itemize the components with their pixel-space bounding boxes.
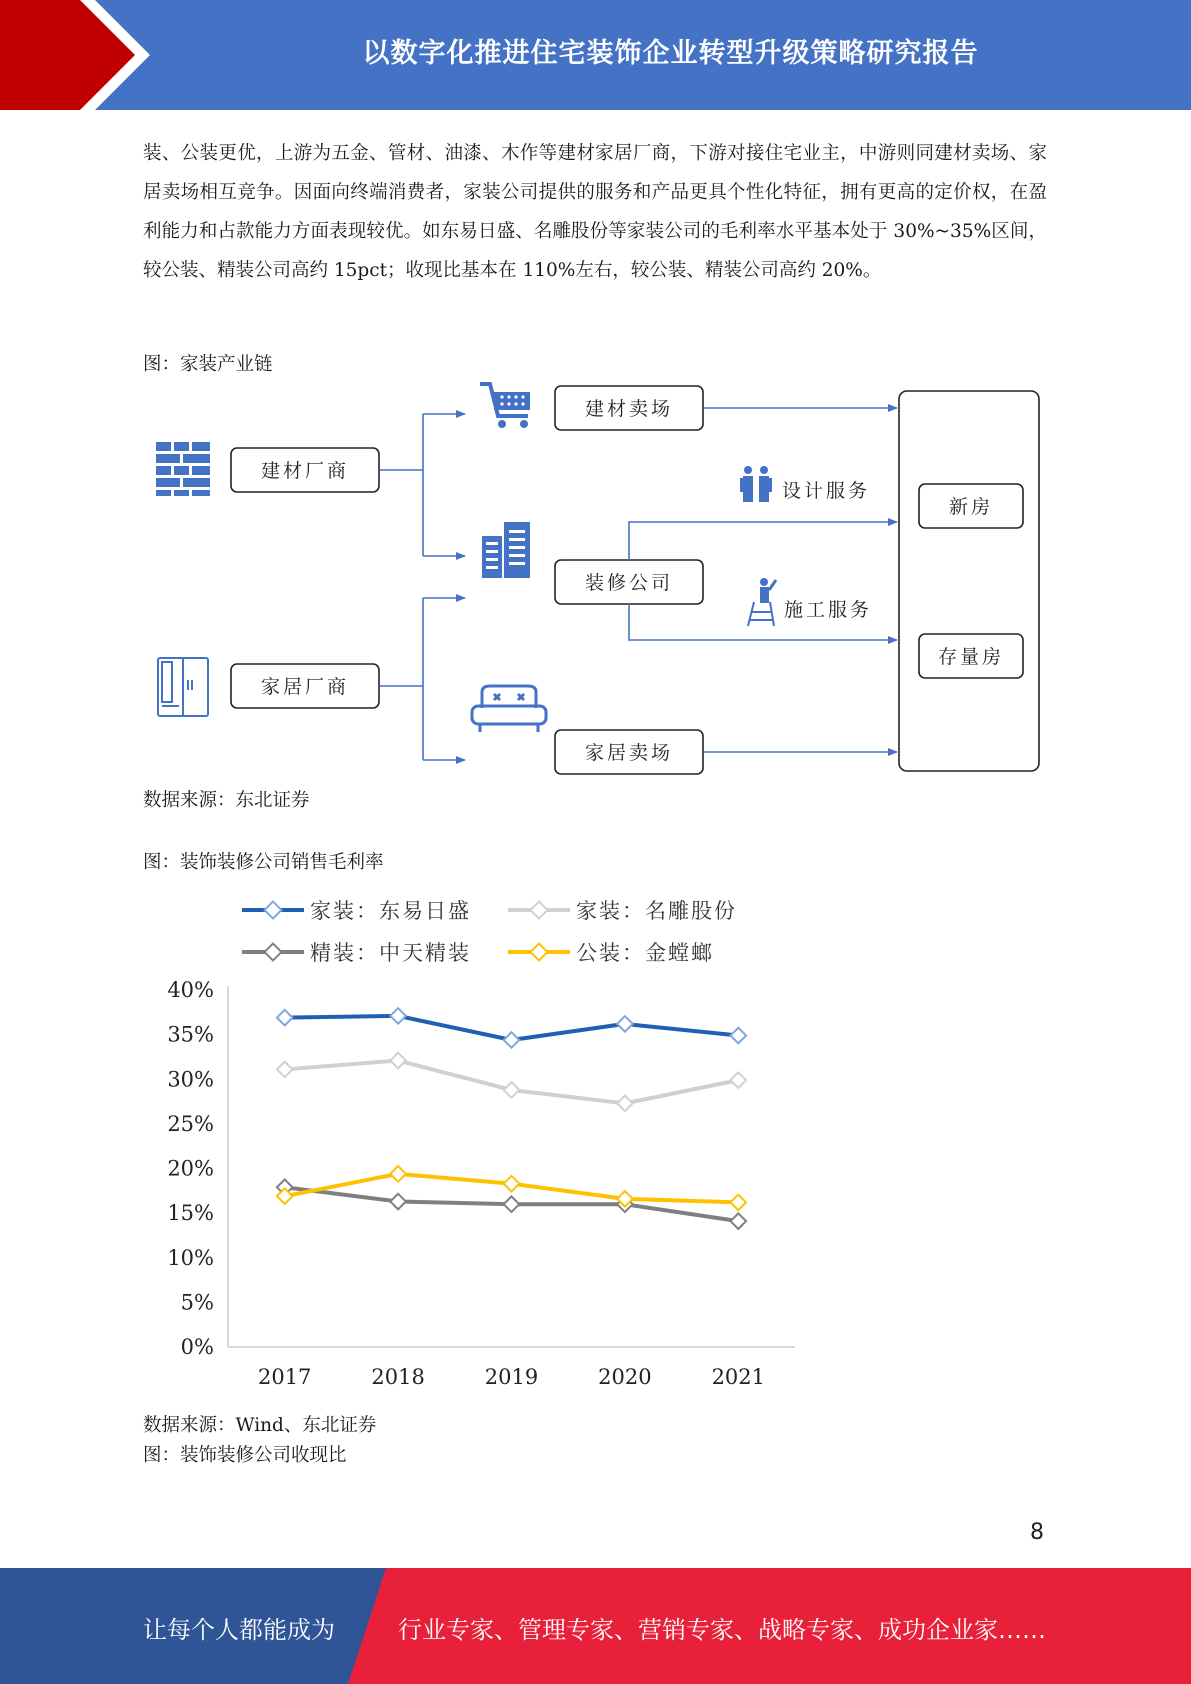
legend-entry-series-3 (508, 941, 714, 965)
box-manufacturer-furniture (231, 664, 379, 708)
data-point-series-2 (504, 1196, 520, 1212)
header-chevron-decoration (0, 0, 160, 110)
figure2-source: 数据来源：Wind、东北证券 (143, 1415, 377, 1436)
data-point-series-1 (390, 1053, 406, 1069)
y-tick-label: 10% (167, 1245, 214, 1270)
data-point-series-1 (731, 1072, 747, 1088)
y-tick-label: 5% (180, 1290, 214, 1315)
svg-text:家居厂商: 家居厂商 (260, 676, 350, 698)
report-title: 以数字化推进住宅装饰企业转型升级策略研究报告 (362, 37, 979, 69)
x-tick-label: 2019 (484, 1365, 539, 1389)
legend-entry-series-0 (242, 899, 471, 923)
data-point-series-1 (504, 1082, 520, 1098)
svg-text:公装：金螳螂: 公装：金螳螂 (576, 941, 714, 965)
svg-text:建材厂商: 建材厂商 (260, 460, 350, 482)
y-tick-label: 35% (167, 1022, 214, 1047)
y-tick-label: 30% (167, 1067, 214, 1092)
box-market-furniture (555, 730, 703, 774)
svg-text:家装：东易日盛: 家装：东易日盛 (310, 899, 471, 923)
label-construction-service: 施工服务 (784, 599, 873, 621)
sofa-icon (472, 686, 546, 732)
svg-text:装修公司: 装修公司 (584, 572, 674, 594)
industry-chain-diagram (140, 370, 1050, 780)
figure1-source: 数据来源：东北证券 (143, 790, 310, 811)
figure3-caption: 图：装饰装修公司收现比 (143, 1445, 347, 1466)
label-design-service: 设计服务 (782, 480, 871, 502)
box-decoration-company (555, 560, 703, 604)
data-point-series-0 (617, 1016, 633, 1032)
footer-slogan-left: 让每个人都能成为 (143, 1616, 335, 1644)
box-housing-container (899, 391, 1039, 771)
legend-entry-series-1 (508, 899, 737, 923)
data-point-series-0 (504, 1032, 520, 1048)
x-tick-label: 2017 (257, 1365, 312, 1389)
painter-ladder-icon (748, 578, 776, 626)
svg-text:家装：名雕股份: 家装：名雕股份 (576, 899, 737, 923)
box-existing-house (919, 634, 1023, 678)
y-tick-label: 40% (167, 978, 214, 1002)
body-paragraph: 装、公装更优，上游为五金、管材、油漆、木作等建材家居厂商，下游对接住宅业主，中游则同建材卖场、家居卖场相互竞争。因面向终端消费者，家装公司提供的服务和产品更具个性化特征，拥有更高的定价权，在盈利能力和占款能力方面表现较优。如东易日盛、名雕股份等家装公司的毛利率水平基本处于 30%~35%区间，较公装、精装公司高约 15pct；收现比基本在 110%左右，较公装、精装公司高约 20%。 (143, 143, 1047, 281)
legend-entry-series-2 (242, 941, 471, 965)
svg-text:新房: 新房 (948, 496, 994, 518)
box-market-materials (555, 386, 703, 430)
figure2-caption: 图：装饰装修公司销售毛利率 (143, 852, 384, 873)
wardrobe-icon (158, 658, 208, 716)
svg-text:建材卖场: 建材卖场 (584, 398, 674, 420)
data-point-series-1 (617, 1096, 633, 1112)
data-point-series-0 (277, 1010, 293, 1026)
box-manufacturer-materials (231, 448, 379, 492)
chart-legend (242, 899, 737, 965)
y-tick-label: 0% (180, 1335, 214, 1359)
svg-text:存量房: 存量房 (937, 646, 1005, 668)
data-point-series-0 (390, 1008, 406, 1024)
y-tick-label: 15% (167, 1201, 214, 1226)
data-point-series-2 (390, 1194, 406, 1210)
x-tick-label: 2021 (711, 1365, 766, 1389)
data-point-series-3 (731, 1195, 747, 1211)
data-point-series-3 (504, 1176, 520, 1192)
gross-margin-line-chart (140, 880, 820, 1400)
shopping-cart-icon (480, 384, 530, 428)
x-tick-label: 2020 (598, 1365, 652, 1389)
data-point-series-1 (277, 1062, 293, 1078)
data-point-series-0 (731, 1028, 747, 1044)
figure1-caption: 图：家装产业链 (143, 354, 273, 375)
brick-wall-icon (156, 442, 210, 496)
y-tick-label: 20% (167, 1156, 214, 1181)
svg-text:精装：中天精装: 精装：中天精装 (310, 941, 471, 965)
data-point-series-2 (731, 1213, 747, 1229)
page-header (0, 0, 1191, 110)
footer-slogan-right: 行业专家、管理专家、营销专家、战略专家、成功企业家…… (398, 1616, 1046, 1644)
page-number: 8 (1030, 1520, 1044, 1545)
data-point-series-3 (390, 1166, 406, 1182)
office-building-icon (482, 522, 530, 578)
x-tick-label: 2018 (371, 1365, 425, 1389)
box-new-house (919, 484, 1023, 528)
y-tick-label: 25% (167, 1111, 214, 1136)
designers-icon (740, 466, 772, 502)
svg-text:家居卖场: 家居卖场 (584, 742, 674, 764)
